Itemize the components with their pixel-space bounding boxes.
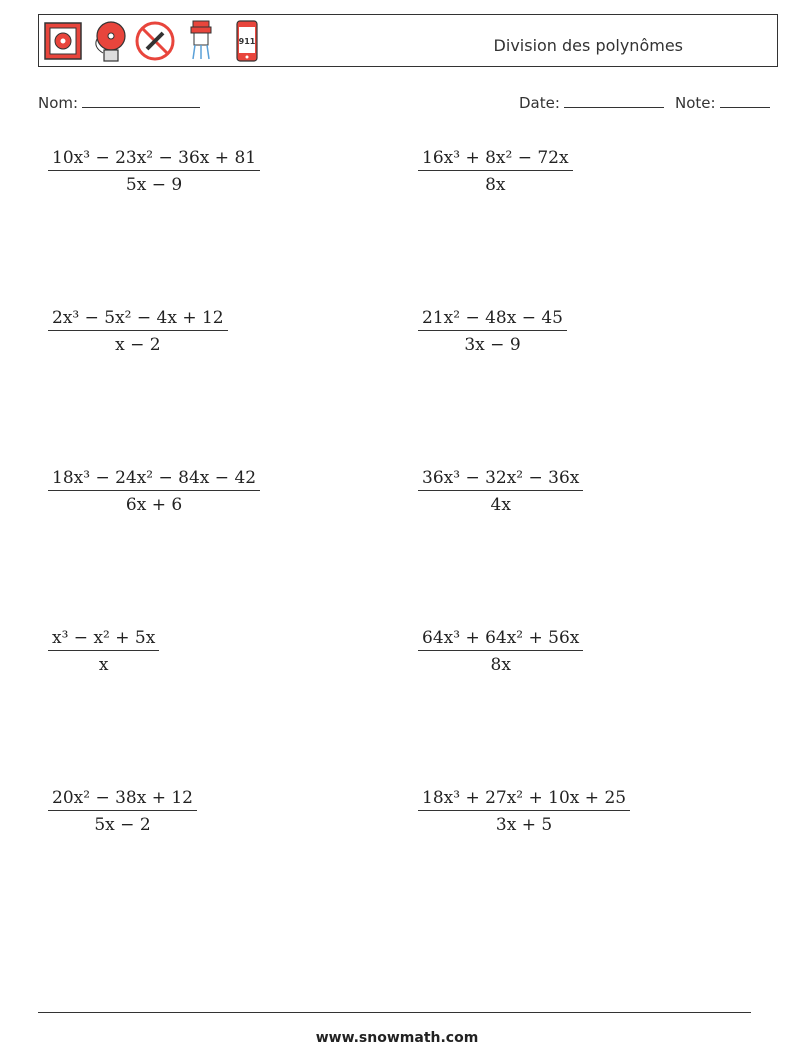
denominator: x: [98, 655, 109, 675]
problem-4: [418, 308, 567, 355]
numerator: 2x³ − 5x² − 4x + 12: [52, 308, 224, 328]
problem-2: [418, 148, 573, 195]
numerator: 10x³ − 23x² − 36x + 81: [52, 148, 257, 168]
grade-label: Note:: [675, 94, 716, 112]
footer-url[interactable]: www.snowmath.com: [315, 1030, 479, 1046]
denominator: 4x: [490, 495, 511, 515]
name-field: [38, 93, 200, 112]
numerator: 18x³ + 27x² + 10x + 25: [422, 788, 627, 808]
problem-8: [418, 628, 583, 675]
problem-7: [48, 628, 159, 675]
problem-9: [48, 788, 197, 835]
denominator: 8x: [490, 655, 511, 675]
numerator: 16x³ + 8x² − 72x: [422, 148, 569, 168]
no-smoking-icon: [135, 19, 175, 63]
date-field: [519, 93, 664, 112]
page-title: Division des polynômes: [493, 36, 683, 55]
problem-5: [48, 468, 260, 515]
svg-text:911: 911: [238, 37, 256, 46]
emergency-phone-icon: [227, 19, 267, 63]
name-label: Nom:: [38, 94, 79, 112]
problem-10: [418, 788, 630, 835]
denominator: 6x + 6: [125, 495, 183, 515]
numerator: 36x³ − 32x² − 36x: [422, 468, 580, 488]
denominator: 3x + 5: [495, 815, 553, 835]
problem-6: [418, 468, 583, 515]
grade-blank[interactable]: [720, 93, 770, 108]
date-blank[interactable]: [564, 93, 664, 108]
problem-1: [48, 148, 260, 195]
numerator: 18x³ − 24x² − 84x − 42: [52, 468, 257, 488]
fire-hydrant-icon: [181, 19, 221, 63]
header: [38, 14, 778, 67]
denominator: x − 2: [115, 335, 161, 355]
numerator: x³ − x² + 5x: [52, 628, 156, 648]
problem-3: [48, 308, 228, 355]
icon-row: [43, 18, 267, 64]
fire-alarm-icon: [43, 19, 83, 63]
numerator: 21x² − 48x − 45: [422, 308, 563, 328]
denominator: 5x − 2: [94, 815, 151, 835]
numerator: 64x³ + 64x² + 56x: [422, 628, 580, 648]
grade-field: [675, 93, 770, 112]
footer-divider: [38, 1012, 751, 1013]
numerator: 20x² − 38x + 12: [52, 788, 193, 808]
denominator: 3x − 9: [464, 335, 521, 355]
denominator: 5x − 9: [125, 175, 183, 195]
date-label: Date:: [519, 94, 560, 112]
name-blank[interactable]: [82, 93, 200, 108]
fire-bell-icon: [89, 19, 129, 63]
denominator: 8x: [485, 175, 506, 195]
